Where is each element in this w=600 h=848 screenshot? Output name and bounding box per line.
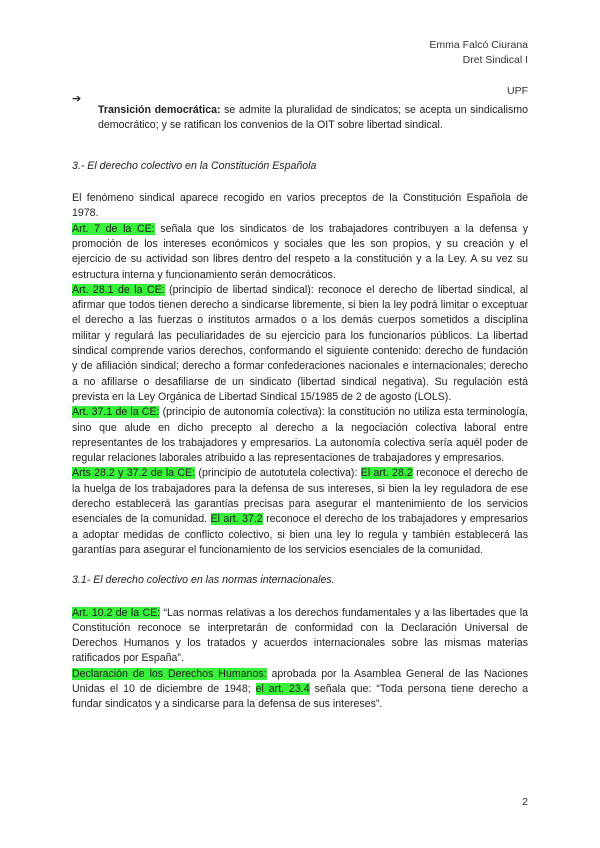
paragraph-art-10-2 (72, 606, 528, 667)
header-university: UPF (507, 85, 528, 97)
bullet-term: Transición democrática: (98, 103, 221, 116)
header-subject: Dret Sindical I (462, 54, 528, 66)
art-28-1-text: (principio de libertad sindical): reconoce el derecho de libertad sindical, al afirmar que todos tienen derecho a sindicarse libremente, si bien la ley podrá limitar o exceptuar el derecho a las fuerzas o institutos armados o a los demás cuerpos sometidos a disciplina militar y regulará las peculiaridades de su ejercicio para los funcionarios públicos. La libertad sindical comprende varios derechos, conformando el siguiente contenido: derecho de fundación y de afiliación sindical; derecho a formar confederaciones nacionales e internacionales; derecho a no afiliarse o desafiliarse de un sindicato (libertad sindical negativa). Su regulación está prevista en la Ley Orgánica de Libertad Sindical 15/1985 de 2 de agosto (LOLS). (72, 283, 529, 403)
page-header (429, 38, 528, 99)
highlight-art-7-label: Art. 7 de la CE: (72, 222, 155, 235)
art-28-2-text: reconoce el derecho de la huelga de los trabajadores para la defensa de sus intereses, si bien la ley reguladora de ese derecho establecerá las garantías precisas para asegurar el mantenimiento de los servicios esenciales de la comunidad. (72, 467, 529, 526)
bullet-text (98, 103, 528, 134)
section-3-heading: 3.- El derecho colectivo en la Constitución Española (72, 159, 317, 172)
arrow-right-icon: ➔ (72, 93, 82, 105)
highlight-art-37-2-label: El art. 37.2 (210, 513, 263, 526)
bullet-body: se admite la pluralidad de sindicatos; se acepta un sindicalismo democrático; y se ratifican los convenios de la OIT sobre libertad sindical. (98, 103, 528, 131)
paragraph-arts-28-2-37-2 (72, 466, 528, 558)
bullet-transicion (72, 92, 528, 144)
highlight-arts-28-2-37-2-label: Arts 28.2 y 37.2 de la CE: (72, 467, 196, 480)
art-10-2-text: “Las normas relativas a los derechos fundamentales y a las libertades que la Constitución reconoce se interpretarán de conformidad con la Declaración Universal de Derechos Humanos y los tratados y acuerdos internacionales sobre las mismas materias ratificados por España”. (72, 606, 528, 665)
art-7-text: señala que los sindicatos de los trabajadores contribuyen a la defensa y promoción de los intereses económicos y sociales que les son propios, y su creación y el ejercicio de su actividad son libres dentro del respeto a la constitución y a la Ley. A su vez su estructura interna y funcionamiento serán democráticos. (72, 222, 529, 281)
highlight-art-37-1-label: Art. 37.1 de la CE: (72, 406, 160, 419)
section-3-1-heading: 3.1- El derecho colectivo en las normas internacionales. (72, 574, 335, 587)
art-37-2-text: reconoce el derecho de los trabajadores y empresarios a adoptar medidas de conflicto colectivo, si bien una ley lo regula y también establecerá las garantías para asegurar el funcionamiento de los servicios esenciales de la comunidad. (72, 513, 528, 556)
section-3-intro: El fenómeno sindical aparece recogido en varios preceptos de la Constitución Española de 1978. (72, 192, 528, 220)
highlight-art-28-2-label: El art. 28.2 (360, 467, 413, 480)
paragraph-art-7 (72, 222, 528, 283)
page-number: 2 (522, 796, 528, 808)
highlight-art-28-1-label: Art. 28.1 de la CE: (72, 283, 165, 296)
paragraph-art-28-1 (72, 283, 528, 405)
document-body (72, 92, 528, 713)
art-37-1-text: (principio de autonomía colectiva): la constitución no utiliza esta terminología, sino que alude en dicho precepto al derecho a la negociación colectiva laboral entre representantes de los trabajadores y empresarios. La autonomía colectiva sería aquél poder de regular relaciones laborales atribuido a las representaciones de trabajadores y empresarios. (72, 406, 528, 465)
highlight-art-10-2-label: Art. 10.2 de la CE: (72, 606, 161, 619)
paragraph-art-37-1 (72, 405, 528, 466)
declaracion-text-1: aprobada por la Asamblea General de las Naciones Unidas el 10 de diciembre de 1948; (72, 667, 528, 695)
highlight-declaracion-label: Declaración de los Derechos Humanos: (72, 667, 267, 680)
arts-28-2-37-2-text-1: (principio de autotutela colectiva): (195, 467, 361, 480)
header-author: Emma Falcó Ciurana (429, 39, 528, 51)
paragraph-declaracion (72, 667, 528, 713)
art-23-4-text: señala que: “Toda persona tiene derecho a fundar sindicatos y a sindicarse para la defensa de sus intereses”. (72, 682, 529, 711)
highlight-art-23-4-label: el art. 23.4 (255, 682, 310, 695)
